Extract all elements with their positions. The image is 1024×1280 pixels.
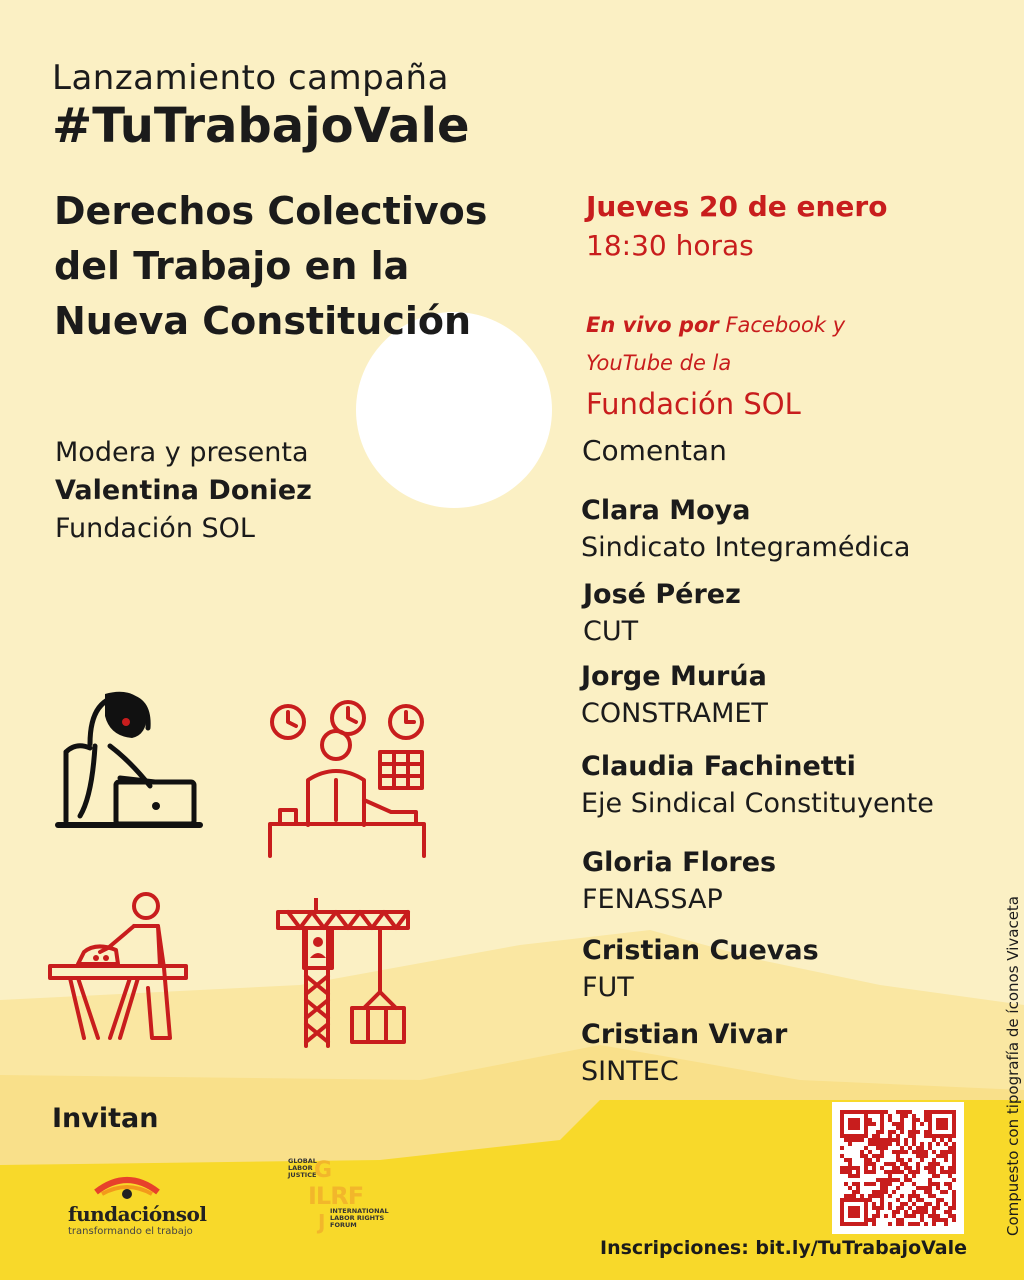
speaker-name: Claudia Fachinetti bbox=[581, 751, 856, 782]
moderator-block bbox=[55, 434, 312, 548]
speaker-org: FENASSAP bbox=[582, 884, 723, 915]
live-platforms-cont: YouTube de la bbox=[586, 351, 732, 375]
moderator-name: Valentina Doniez bbox=[55, 475, 312, 506]
speaker-org: Sindicato Integramédica bbox=[581, 532, 911, 563]
speaker-name: Gloria Flores bbox=[582, 847, 777, 878]
speaker-item bbox=[581, 748, 934, 822]
live-organization: Fundación SOL bbox=[586, 387, 801, 421]
construction-crane-icon bbox=[276, 898, 412, 1050]
speaker-name: Cristian Vivar bbox=[581, 1019, 788, 1050]
glj-text: GLOBAL bbox=[288, 1157, 317, 1165]
headline-line: Nueva Constitución bbox=[54, 299, 472, 343]
speaker-name: Clara Moya bbox=[581, 495, 751, 526]
ilrf-text: INTERNATIONAL bbox=[330, 1207, 389, 1215]
event-headline bbox=[54, 184, 574, 349]
speaker-org: Eje Sindical Constituyente bbox=[581, 788, 934, 819]
fundacion-sol-name: fundaciónsol bbox=[68, 1202, 207, 1226]
fundacion-sol-tagline: transformando el trabajo bbox=[68, 1226, 193, 1237]
ironing-worker-icon bbox=[48, 888, 190, 1048]
glj-letters-j: J bbox=[318, 1210, 326, 1234]
moderator-label: Modera y presenta bbox=[55, 437, 309, 468]
sun-eye-icon bbox=[92, 1170, 162, 1206]
speaker-org: SINTEC bbox=[581, 1056, 679, 1087]
glj-text: LABOR bbox=[288, 1164, 313, 1172]
event-date: Jueves 20 de enero bbox=[586, 190, 888, 223]
speaker-org: CUT bbox=[583, 616, 639, 647]
speaker-item bbox=[583, 576, 741, 650]
panel-label: Comentan bbox=[582, 434, 727, 467]
event-time: 18:30 horas bbox=[586, 229, 754, 262]
registration-link[interactable]: Inscripciones: bit.ly/TuTrabajoVale bbox=[600, 1237, 968, 1259]
speaker-org: FUT bbox=[582, 972, 634, 1003]
headline-line: Derechos Colectivos bbox=[54, 189, 488, 233]
campaign-hashtag: #TuTrabajoVale bbox=[52, 98, 470, 154]
fundacion-sol-logo bbox=[62, 1166, 222, 1246]
moderator-org: Fundación SOL bbox=[55, 513, 255, 544]
speaker-item bbox=[582, 844, 776, 918]
ilrf-text: FORUM bbox=[330, 1221, 357, 1229]
ilrf-acronym: ILRF bbox=[308, 1182, 364, 1210]
icon-credit: Compuesto con tipografía de íconos Vivaceta bbox=[1004, 896, 1022, 1236]
speaker-name: Cristian Cuevas bbox=[582, 935, 819, 966]
speaker-item bbox=[581, 1016, 787, 1090]
glj-ilrf-logo bbox=[288, 1156, 408, 1238]
speaker-item bbox=[582, 932, 819, 1006]
glj-letters-g: G bbox=[314, 1158, 333, 1183]
glj-text: JUSTICE bbox=[288, 1171, 317, 1179]
live-label: En vivo por bbox=[586, 313, 719, 337]
office-clock-worker-icon bbox=[266, 700, 428, 860]
invitan-label: Invitan bbox=[52, 1103, 159, 1134]
speaker-item bbox=[581, 492, 910, 566]
event-stream-info bbox=[586, 306, 946, 424]
speaker-item bbox=[581, 658, 768, 732]
remote-worker-icon bbox=[50, 686, 210, 836]
speaker-name: Jorge Murúa bbox=[581, 661, 767, 692]
qr-code[interactable] bbox=[832, 1102, 964, 1234]
event-datetime bbox=[586, 190, 887, 262]
live-platforms: Facebook y bbox=[725, 313, 846, 337]
headline-line: del Trabajo en la bbox=[54, 244, 410, 288]
ilrf-text: LABOR RIGHTS bbox=[330, 1214, 385, 1222]
speaker-org: CONSTRAMET bbox=[581, 698, 768, 729]
campaign-kicker: Lanzamiento campaña bbox=[52, 58, 449, 98]
speaker-name: José Pérez bbox=[583, 579, 741, 610]
